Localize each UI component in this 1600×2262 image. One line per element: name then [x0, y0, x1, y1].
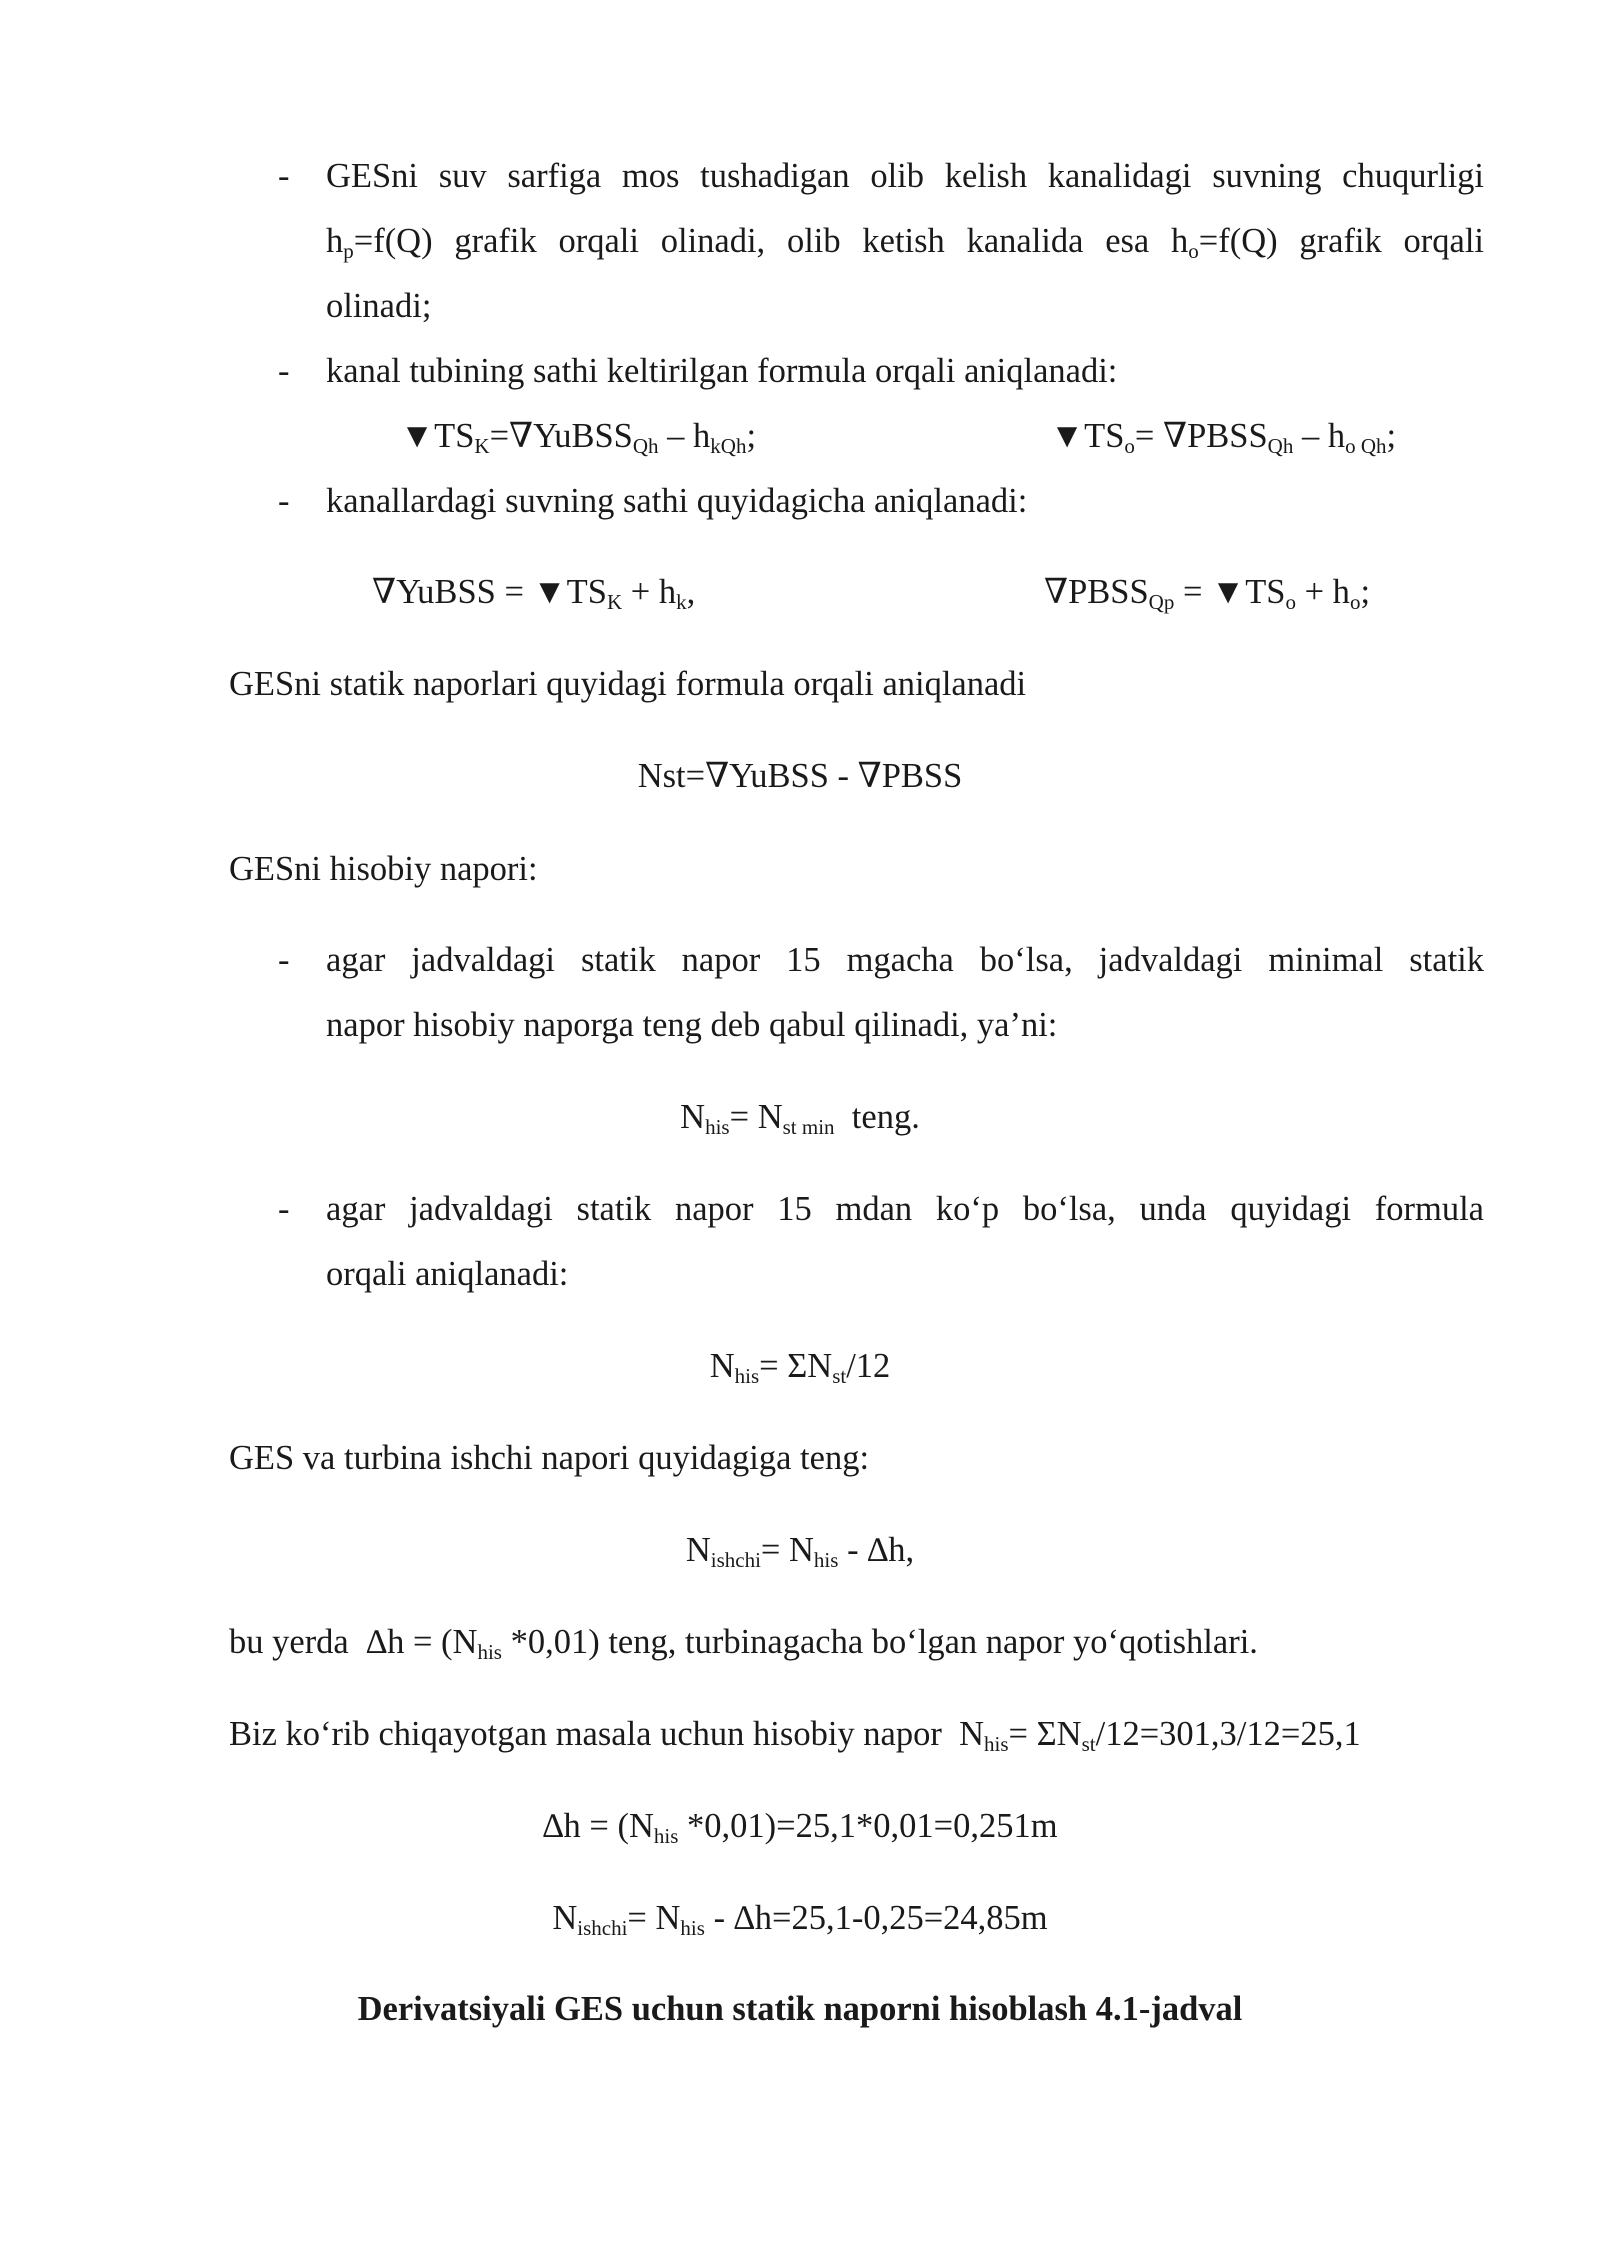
formula-pbss: $\nabla PBSS_{Qp}$ = $▼TS_o + h_o$; — [1044, 573, 1371, 614]
bullet-dash: - — [278, 352, 290, 390]
formula-nhis-min: $N_{his}= N_{st min}$ teng. — [680, 1098, 920, 1139]
bullet-3-text: kanallardagi suvning sathi quyidagicha aniqlanadi: — [326, 482, 1028, 520]
bullet-2-text: kanal tubining sathi keltirilgan formula orqali aniqlanadi: — [326, 352, 1118, 390]
formula-ts-o: $▼TS_o=$ $\nabla PBSS_{Qh} - h_{o Qh}$; — [1050, 417, 1397, 458]
bullet-4-line-2: napor hisobiy naporga teng deb qabul qilinadi, ya’ni: — [326, 1006, 1058, 1044]
bullet-dash: - — [278, 157, 290, 195]
bullet-4-line-1: agar jadvaldagi statik napor 15 mgacha bo‘lsa, jadvaldagi minimal statik — [326, 941, 1484, 979]
paragraph-loss-def: bu yerda $\Delta h = (N_{his}$ *0,01) teng, turbinagacha bo‘lgan napor yo‘qotishlari. — [229, 1623, 1258, 1664]
formula-delta-h-value: $\Delta h = (N_{his}$ *0,01)=25,1*0,01=0,251m — [542, 1807, 1058, 1848]
bullet-dash: - — [278, 482, 290, 520]
bullet-dash: - — [278, 1190, 290, 1228]
formula-nhis-sum: $N_{his}= \Sigma N_{st}/12$ — [709, 1347, 891, 1388]
paragraph-working-head: GES va turbina ishchi napori quyidagiga teng: — [229, 1439, 870, 1477]
formula-nishchi: $N_{ishchi}= N_{his} - \Delta h$, — [685, 1531, 915, 1572]
paragraph-calc-result: Biz ko‘rib chiqayotgan masala uchun hisobiy napor $N_{his}= \Sigma N_{st}/12=301,3/12=25,1$ — [229, 1715, 1361, 1756]
formula-nishchi-value: $N_{ishchi}= N_{his} - \Delta h=25,1-0,25=24,85m$ — [552, 1899, 1048, 1940]
bullet-1-line-3: olinadi; — [326, 287, 432, 325]
formula-yubss: ∇YuBSS = $▼TS_K + h_k$, — [372, 573, 696, 614]
paragraph-static-head: GESni statik naporlari quyidagi formula orqali aniqlanadi — [229, 665, 1027, 703]
formula-ts-k: $▼TS_K=\nabla YuBSS_{Qh} - h_{kQh}$; — [400, 417, 757, 458]
bullet-5-line-1: agar jadvaldagi statik napor 15 mdan ko‘p bo‘lsa, unda quyidagi formula — [326, 1190, 1484, 1228]
bullet-dash: - — [278, 941, 290, 979]
formula-nst: Nst=∇YuBSS - ∇PBSS — [637, 757, 963, 795]
bullet-5-line-2: orqali aniqlanadi: — [326, 1255, 569, 1293]
table-heading: Derivatsiyali GES uchun statik naporni hisoblash 4.1-jadval — [357, 1990, 1243, 2028]
bullet-1-line-1: GESni suv sarfiga mos tushadigan olib kelish kanalidagi suvning chuqurligi — [326, 157, 1484, 195]
paragraph-calc-head: GESni hisobiy napori: — [229, 850, 538, 888]
bullet-1-line-2: $h_p=f(Q)$ grafik orqali olinadi, olib ketish kanalida esa $h_o=f(Q)$ grafik orqali — [326, 222, 1485, 263]
